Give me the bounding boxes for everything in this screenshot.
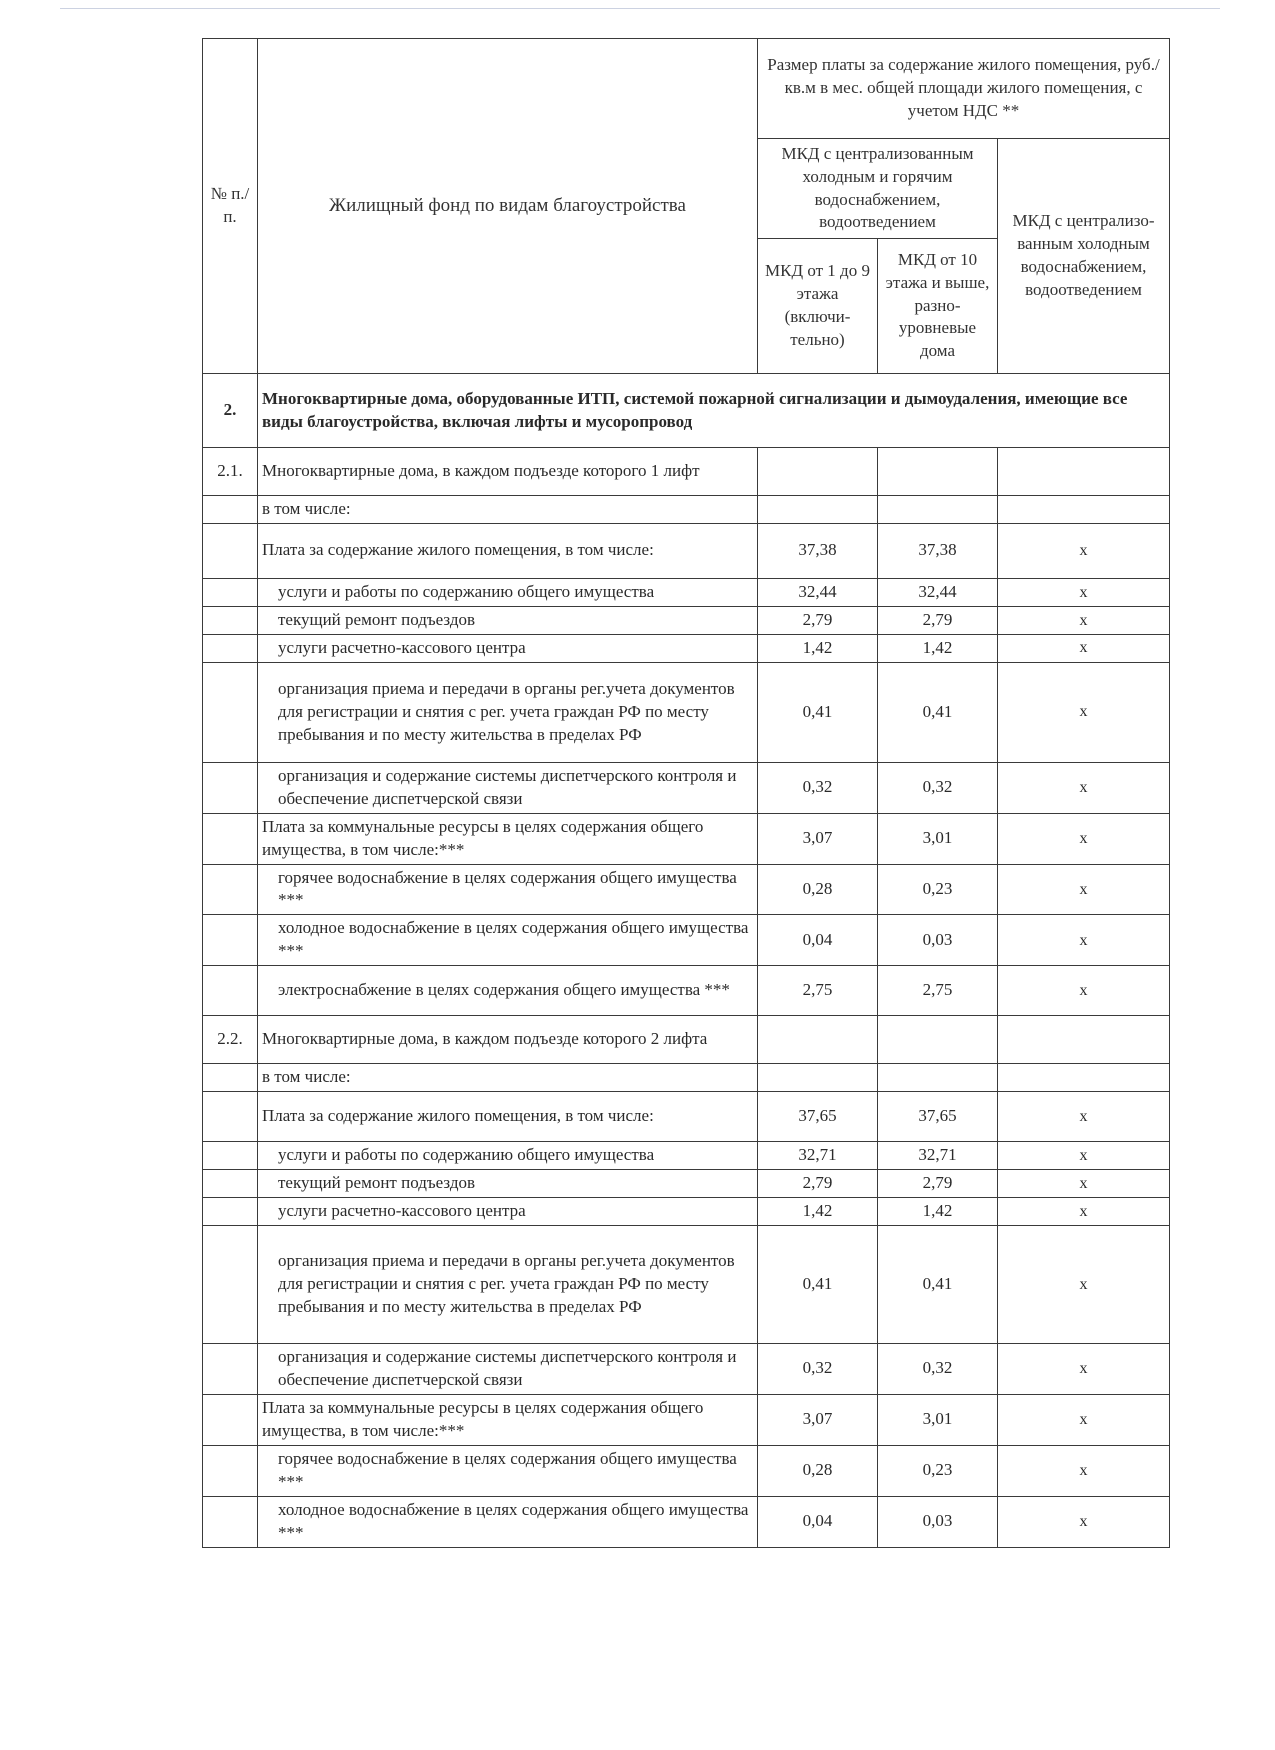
row-value-1-9: 0,28 [758,1445,878,1496]
row-value-cold [998,1064,1170,1092]
row-label: текущий ремонт подъездов [258,1170,758,1198]
row-num [203,1064,258,1092]
row-label: организация и содержание системы диспетчерского контроля и обеспечение диспетчерской связи [258,762,758,813]
row-value-10-plus: 0,32 [878,1344,998,1395]
row-label: услуги расчетно-кассового центра [258,1198,758,1226]
table-row [203,606,1170,634]
row-num [203,762,258,813]
row-value-1-9 [758,1016,878,1064]
tariff-table [202,38,1170,1548]
row-num [203,1142,258,1170]
table-row [203,762,1170,813]
table-row [203,1198,1170,1226]
row-value-cold: x [998,1170,1170,1198]
row-num [203,578,258,606]
table-row [203,662,1170,762]
row-label: холодное водоснабжение в целях содержания общего имущества *** [258,1496,758,1547]
row-value-1-9: 0,28 [758,864,878,915]
table-row [203,634,1170,662]
row-value-10-plus: 37,65 [878,1092,998,1142]
row-value-10-plus: 32,71 [878,1142,998,1170]
row-value-cold: x [998,662,1170,762]
row-num [203,1496,258,1547]
row-value-cold: x [998,915,1170,966]
row-value-1-9: 0,41 [758,662,878,762]
row-label: Плата за коммунальные ресурсы в целях содержания общего имущества, в том числе:*** [258,813,758,864]
row-value-1-9: 37,65 [758,1092,878,1142]
row-label: горячее водоснабжение в целях содержания общего имущества *** [258,1445,758,1496]
row-value-1-9: 1,42 [758,1198,878,1226]
table-row [203,578,1170,606]
row-value-1-9: 0,32 [758,1344,878,1395]
row-label: услуги расчетно-кассового центра [258,634,758,662]
row-value-1-9: 2,75 [758,966,878,1016]
table-row [203,1142,1170,1170]
row-value-cold [998,496,1170,524]
row-value-10-plus: 2,75 [878,966,998,1016]
row-num [203,662,258,762]
header-fee: Размер платы за содержание жилого помещения, руб./кв.м в мес. общей площади жилого помещения, с учетом НДС ** [758,39,1170,139]
header-floors-10-plus: МКД от 10 этажа и выше, разно-уровневые дома [878,239,998,374]
table-row [203,496,1170,524]
row-label: Многоквартирные дома, в каждом подъезде которого 2 лифта [258,1016,758,1064]
row-value-cold: x [998,762,1170,813]
row-value-cold: x [998,1344,1170,1395]
row-value-10-plus: 1,42 [878,1198,998,1226]
row-value-cold: x [998,606,1170,634]
table-row [203,523,1170,578]
row-value-10-plus: 37,38 [878,523,998,578]
row-value-10-plus [878,1016,998,1064]
table-row [203,1496,1170,1547]
row-value-10-plus [878,448,998,496]
row-num [203,523,258,578]
row-num [203,864,258,915]
row-value-10-plus: 1,42 [878,634,998,662]
table-row [203,1344,1170,1395]
row-value-cold: x [998,1226,1170,1344]
row-value-10-plus: 0,41 [878,1226,998,1344]
row-num [203,606,258,634]
row-value-1-9: 0,41 [758,1226,878,1344]
header-fund: Жилищный фонд по видам благоустройства [258,39,758,374]
row-label: Плата за коммунальные ресурсы в целях содержания общего имущества, в том числе:*** [258,1394,758,1445]
row-value-10-plus: 2,79 [878,1170,998,1198]
row-value-10-plus: 2,79 [878,606,998,634]
table-row [203,448,1170,496]
row-value-1-9: 2,79 [758,1170,878,1198]
row-num: 2.2. [203,1016,258,1064]
row-value-10-plus: 3,01 [878,813,998,864]
row-value-cold: x [998,578,1170,606]
table-row [203,1226,1170,1344]
row-label: в том числе: [258,1064,758,1092]
row-label: услуги и работы по содержанию общего имущества [258,1142,758,1170]
row-value-cold: x [998,1198,1170,1226]
row-num [203,1226,258,1344]
table-row [203,813,1170,864]
row-value-cold: x [998,1092,1170,1142]
table-row [203,1064,1170,1092]
row-label: холодное водоснабжение в целях содержания общего имущества *** [258,915,758,966]
row-label: в том числе: [258,496,758,524]
row-value-10-plus [878,1064,998,1092]
row-label: Многоквартирные дома, в каждом подъезде которого 1 лифт [258,448,758,496]
table-row [203,915,1170,966]
row-value-cold: x [998,1142,1170,1170]
row-value-1-9: 2,79 [758,606,878,634]
table-row [203,1445,1170,1496]
row-value-10-plus: 0,03 [878,1496,998,1547]
row-num [203,813,258,864]
section-title: Многоквартирные дома, оборудованные ИТП, системой пожарной сигнализации и дымоудаления, имеющие все виды благоустройства, включая лифты и мусоропровод [258,374,1170,448]
row-value-cold: x [998,1445,1170,1496]
row-value-1-9: 1,42 [758,634,878,662]
row-value-1-9: 0,04 [758,1496,878,1547]
row-value-1-9 [758,1064,878,1092]
table-row [203,864,1170,915]
row-value-cold [998,448,1170,496]
row-value-cold: x [998,966,1170,1016]
row-num [203,1445,258,1496]
row-value-cold: x [998,523,1170,578]
row-label: организация и содержание системы диспетчерского контроля и обеспечение диспетчерской связи [258,1344,758,1395]
row-label: текущий ремонт подъездов [258,606,758,634]
row-num [203,1394,258,1445]
row-value-cold: x [998,1394,1170,1445]
row-value-10-plus: 0,03 [878,915,998,966]
row-label: Плата за содержание жилого помещения, в том числе: [258,523,758,578]
row-label: горячее водоснабжение в целях содержания общего имущества *** [258,864,758,915]
row-value-cold: x [998,1496,1170,1547]
row-value-cold [998,1016,1170,1064]
row-value-1-9: 0,32 [758,762,878,813]
row-value-1-9: 32,44 [758,578,878,606]
row-value-1-9: 3,07 [758,813,878,864]
row-value-cold: x [998,813,1170,864]
row-num [203,1170,258,1198]
header-num: № п./п. [203,39,258,374]
section-num: 2. [203,374,258,448]
row-label: услуги и работы по содержанию общего имущества [258,578,758,606]
row-num [203,1344,258,1395]
row-label: организация приема и передачи в органы рег.учета документов для регистрации и снятия с рег. учета граждан РФ по месту пребывания и по месту жительства в пределах РФ [258,1226,758,1344]
row-num [203,634,258,662]
row-value-cold: x [998,864,1170,915]
header-central-hot: МКД с централизованным холодным и горячим водоснабжением, водоотведением [758,139,998,239]
row-value-10-plus: 3,01 [878,1394,998,1445]
table-row [203,966,1170,1016]
header-floors-1-9: МКД от 1 до 9 этажа (включи-тельно) [758,239,878,374]
row-value-1-9 [758,448,878,496]
row-value-10-plus: 32,44 [878,578,998,606]
scan-edge-line [60,8,1220,9]
row-num [203,496,258,524]
row-value-10-plus: 0,41 [878,662,998,762]
header-central-cold: МКД с централизо-ванным холодным водоснабжением, водоотведением [998,139,1170,374]
row-num [203,915,258,966]
row-value-10-plus [878,496,998,524]
row-value-cold: x [998,634,1170,662]
row-value-1-9: 32,71 [758,1142,878,1170]
row-value-1-9: 0,04 [758,915,878,966]
row-value-1-9 [758,496,878,524]
header-row-1 [203,39,1170,139]
table-row [203,1092,1170,1142]
row-num [203,1092,258,1142]
row-label: электроснабжение в целях содержания общего имущества *** [258,966,758,1016]
row-value-10-plus: 0,32 [878,762,998,813]
table-row [203,1016,1170,1064]
row-label: Плата за содержание жилого помещения, в том числе: [258,1092,758,1142]
table-row [203,1170,1170,1198]
row-num [203,1198,258,1226]
table-row [203,1394,1170,1445]
row-num: 2.1. [203,448,258,496]
row-num [203,966,258,1016]
row-value-10-plus: 0,23 [878,1445,998,1496]
row-value-1-9: 3,07 [758,1394,878,1445]
section-row [203,374,1170,448]
row-value-1-9: 37,38 [758,523,878,578]
row-label: организация приема и передачи в органы рег.учета документов для регистрации и снятия с рег. учета граждан РФ по месту пребывания и по месту жительства в пределах РФ [258,662,758,762]
row-value-10-plus: 0,23 [878,864,998,915]
